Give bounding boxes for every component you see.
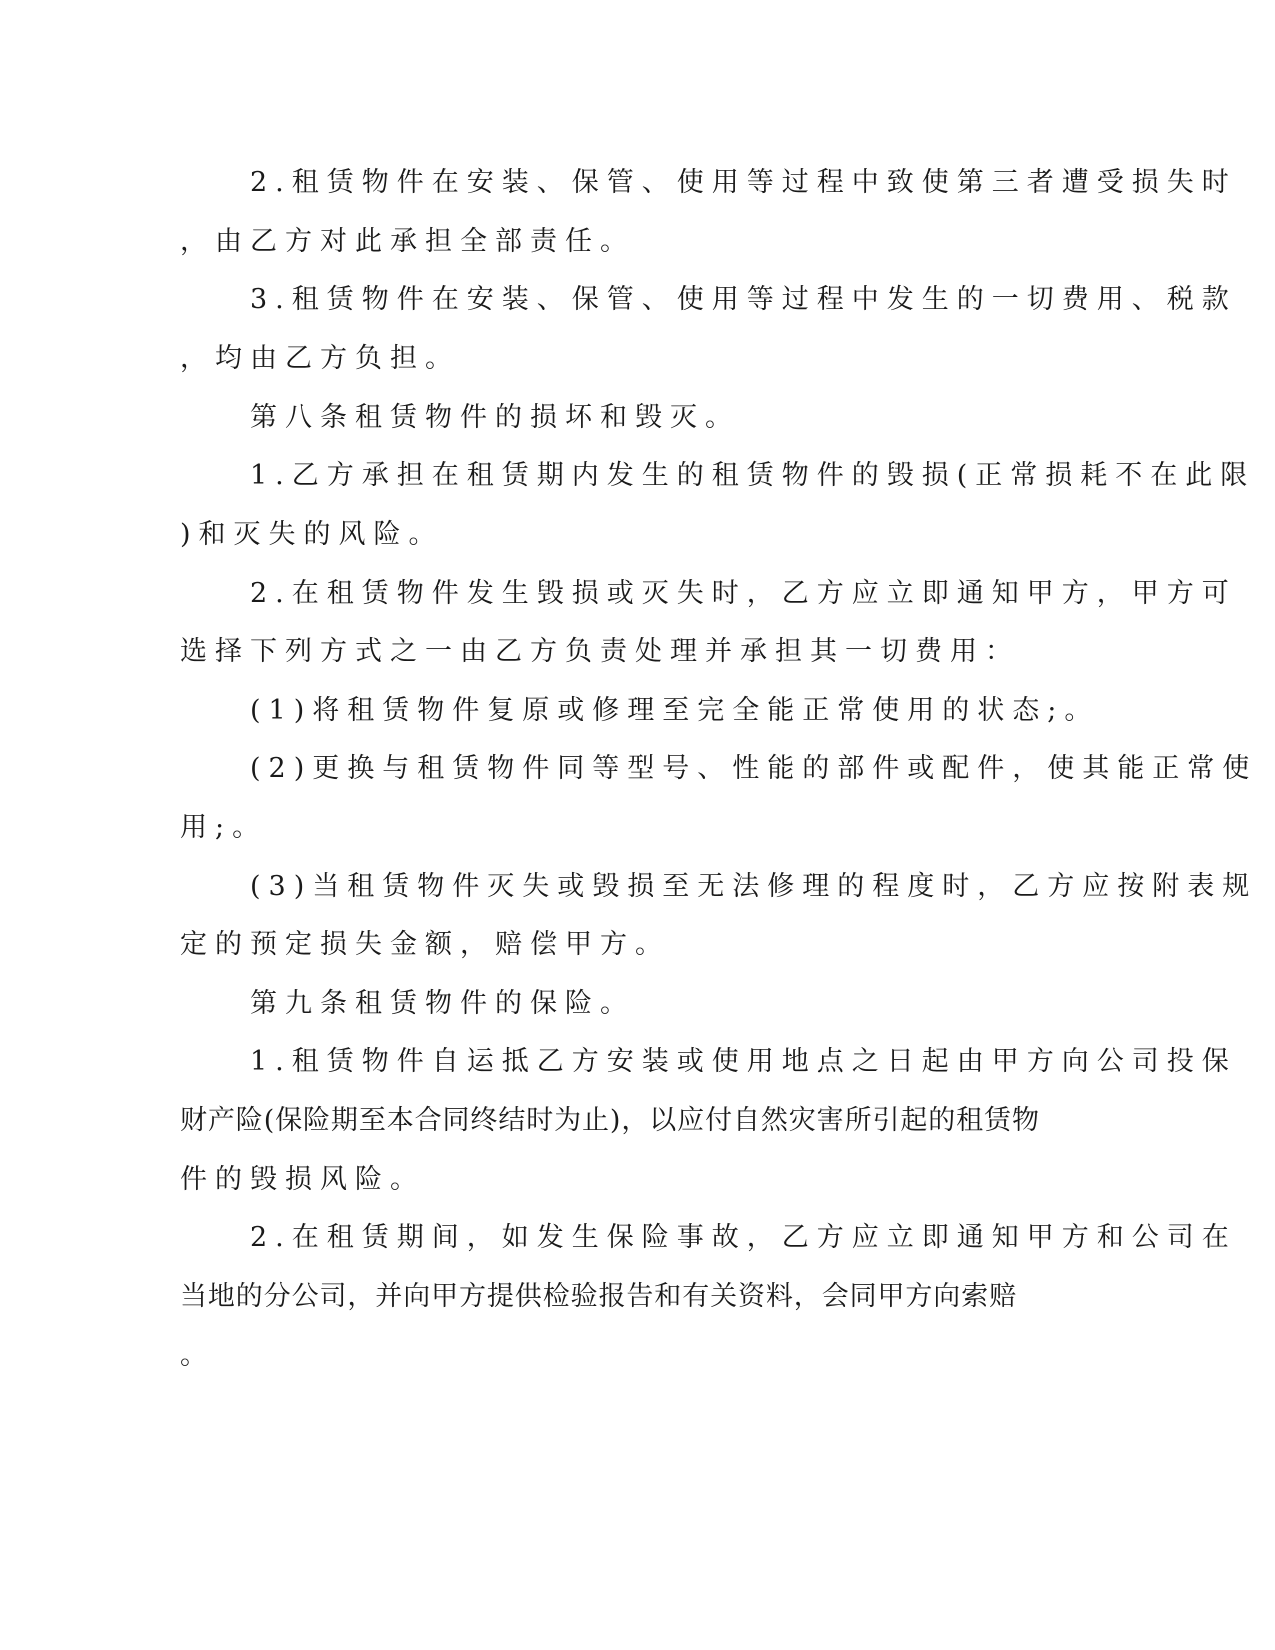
text-line: 2.在租赁物件发生毁损或灭失时，乙方应立即通知甲方，甲方可 (250, 578, 1237, 609)
text-line: 。 (180, 1340, 207, 1371)
text-line: 用;。 (180, 812, 268, 843)
text-line: 财产险(保险期至本合同终结时为止)，以应付自然灾害所引起的租赁物 (180, 1105, 1040, 1136)
text-line: 第九条租赁物件的保险。 (250, 988, 635, 1019)
text-line: 3.租赁物件在安装、保管、使用等过程中发生的一切费用、税款 (250, 284, 1237, 315)
text-line: )和灭失的风险。 (180, 519, 444, 550)
text-line: 当地的分公司，并向甲方提供检验报告和有关资料，会同甲方向索赔 (180, 1281, 1017, 1312)
text-line: 1.租赁物件自运抵乙方安装或使用地点之日起由甲方向公司投保 (250, 1046, 1237, 1077)
text-line: 件的毁损风险。 (180, 1164, 425, 1195)
text-line: 第八条租赁物件的损坏和毁灭。 (250, 402, 740, 433)
text-line: 1.乙方承担在租赁期内发生的租赁物件的毁损(正常损耗不在此限 (250, 460, 1256, 491)
text-line: 2.在租赁期间，如发生保险事故，乙方应立即通知甲方和公司在 (250, 1222, 1237, 1253)
text-line: ，由乙方对此承担全部责任。 (180, 226, 635, 257)
text-line: (3)当租赁物件灭失或毁损至无法修理的程度时，乙方应按附表规 (250, 871, 1258, 902)
text-line: 选择下列方式之一由乙方负责处理并承担其一切费用： (180, 636, 1020, 667)
text-line: 定的预定损失金额，赔偿甲方。 (180, 929, 670, 960)
text-line: (2)更换与租赁物件同等型号、性能的部件或配件，使其能正常使 (250, 753, 1258, 784)
text-line: ，均由乙方负担。 (180, 343, 460, 374)
text-line: 2.租赁物件在安装、保管、使用等过程中致使第三者遭受损失时 (250, 167, 1237, 198)
text-line: (1)将租赁物件复原或修理至完全能正常使用的状态;。 (250, 695, 1100, 726)
